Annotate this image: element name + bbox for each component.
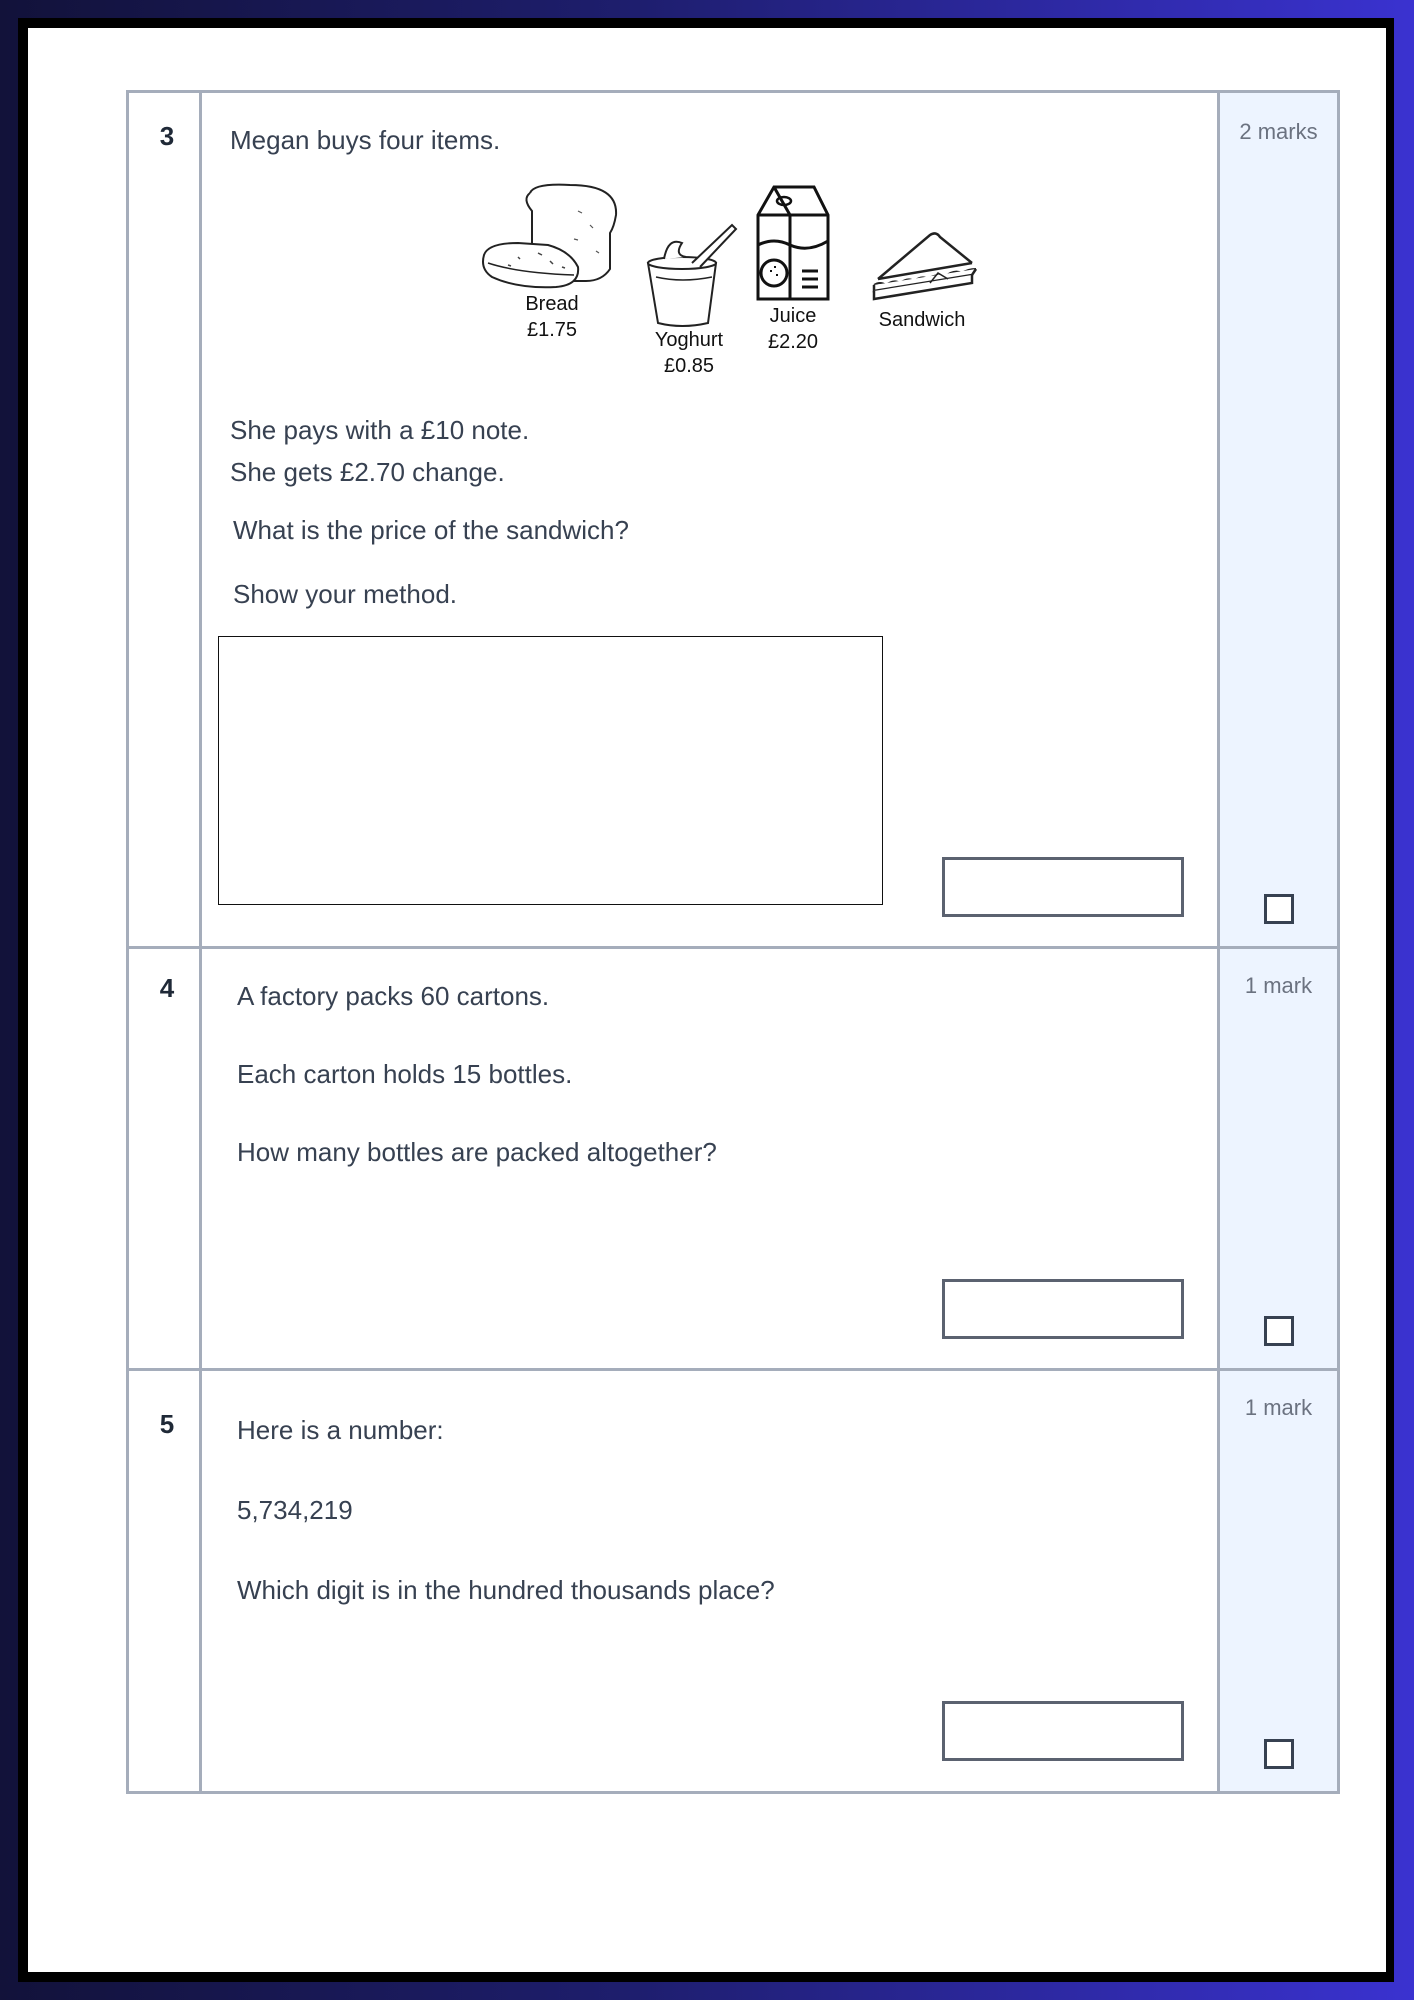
question-intro: Megan buys four items. <box>230 125 501 155</box>
statement-intro: Here is a number: <box>237 1415 444 1445</box>
item-juice <box>750 181 836 355</box>
marking-checkbox[interactable] <box>1264 1739 1294 1769</box>
statement-change: She gets £2.70 change. <box>230 457 505 487</box>
question-number: 4 <box>159 973 175 1003</box>
answer-box[interactable] <box>942 1279 1184 1339</box>
item-price: £0.85 <box>663 355 715 377</box>
method-working-box[interactable] <box>218 636 883 905</box>
item-sandwich <box>860 225 984 333</box>
statement-payment: She pays with a £10 note. <box>230 415 530 445</box>
item-name: Yoghurt <box>654 329 724 351</box>
question-content <box>202 1371 1217 1791</box>
question-5 <box>126 1368 1340 1794</box>
item-price: £2.20 <box>767 331 819 353</box>
item-yoghurt <box>634 223 744 379</box>
marking-checkbox[interactable] <box>1264 894 1294 924</box>
marking-checkbox[interactable] <box>1264 1316 1294 1346</box>
yoghurt-icon <box>634 223 744 327</box>
question-text: What is the price of the sandwich? <box>233 515 629 545</box>
statement-bottles: Each carton holds 15 bottles. <box>237 1059 573 1089</box>
exam-page <box>28 28 1386 1972</box>
question-number-column <box>126 949 202 1368</box>
question-text: How many bottles are packed altogether? <box>237 1137 717 1167</box>
item-name: Bread <box>525 293 579 315</box>
bread-icon <box>478 181 626 291</box>
question-3 <box>126 90 1340 946</box>
item-bread <box>478 181 626 343</box>
juice-carton-icon <box>750 181 836 303</box>
marks-label: 1 mark <box>1244 973 1313 998</box>
question-number-column <box>126 93 202 946</box>
item-name: Juice <box>769 305 817 327</box>
instruction-text: Show your method. <box>233 579 458 609</box>
marks-column <box>1217 949 1340 1368</box>
question-content <box>202 949 1217 1368</box>
question-number-column <box>126 1371 202 1791</box>
question-content <box>202 93 1217 946</box>
item-price: £1.75 <box>526 319 578 341</box>
number-value: 5,734,219 <box>237 1495 353 1525</box>
marks-column <box>1217 93 1340 946</box>
question-number: 3 <box>159 121 175 151</box>
answer-box[interactable] <box>942 1701 1184 1761</box>
marks-label: 2 marks <box>1239 119 1318 144</box>
question-text: Which digit is in the hundred thousands place? <box>237 1575 775 1605</box>
item-name: Sandwich <box>878 309 966 331</box>
statement-cartons: A factory packs 60 cartons. <box>237 981 550 1011</box>
question-4 <box>126 946 1340 1368</box>
answer-box[interactable] <box>942 857 1184 917</box>
question-number: 5 <box>159 1409 175 1439</box>
marks-column <box>1217 1371 1340 1791</box>
marks-label: 1 mark <box>1244 1395 1313 1420</box>
sandwich-icon <box>860 225 984 307</box>
